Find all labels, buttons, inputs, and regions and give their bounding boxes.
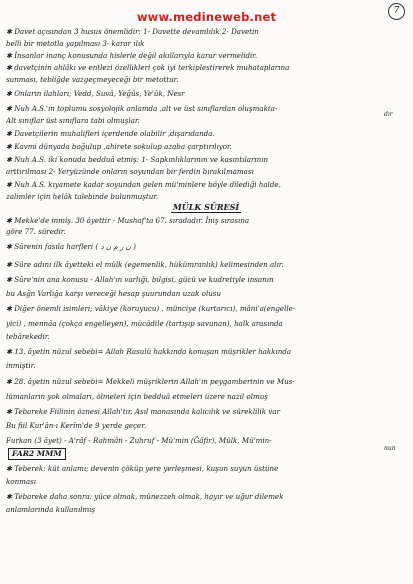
note-line: arttırılması 2- Yeryüzünde onların soyundan bir ferdin bırakılmaması bbox=[6, 167, 254, 176]
note-line: Furkan (3 âyet) - A'râf - Rahmân - Zuhruf - Mü'min (Ğâfir), Mülk, Mü'min- bbox=[6, 436, 272, 445]
note-trail: nun bbox=[384, 445, 396, 452]
site-watermark: www.medineweb.net bbox=[136, 10, 277, 24]
note-line: bu Asğn Varlığa karşı vereceği hesap şuurundan uzak olusu bbox=[6, 289, 221, 298]
note-line: konması bbox=[6, 477, 37, 486]
section-title: MÜLK SÛRESİ bbox=[172, 202, 240, 212]
note-line: ✱ Tebareke Fiilinin öznesi Allah'tır. Asıl manasında kalıcılık ve süreklilik var bbox=[6, 407, 280, 416]
note-line: göre 77. süredir. bbox=[6, 227, 66, 236]
note-line: ✱ Sûre'nin ana konusu - Allah'ın varlığı, bilgisi, gücü ve kudretiyle insanın bbox=[6, 275, 274, 284]
note-line: Alt sınıflar üst sınıflara tabi olmuşlar. bbox=[6, 116, 140, 125]
note-line: anlamlarında kullanılmış bbox=[6, 505, 96, 514]
note-line: ✱ Sûrenin fasıla harfleri ( ﻥ ﺭ ﻡ ﻥ ﺩ ) bbox=[6, 242, 136, 251]
note-line: ✱ Onların ilahları; Vedd, Suvâ, Yeğûs, Ye'ûk, Nesr bbox=[6, 89, 185, 98]
note-line: inmiştir. bbox=[6, 361, 36, 370]
note-line: ✱ davetçinin ahlâkı ve entlezi özellikleri çok iyi terkiplestirerek muhataplarına bbox=[6, 63, 290, 72]
note-line: ✱ Nuh A.S. kıyamete kadar soyundan gelen mü'minlere böyle dilediği halde, bbox=[6, 180, 281, 189]
note-trail: dır bbox=[384, 111, 393, 118]
note-line: ✱ Tebareke daha sonra: yüce olmak, münezzeh olmak, hayır ve uğur dilemek bbox=[6, 492, 284, 501]
note-line: ✱ 13. âyetin nüzul sebebi= Allah Rasulü hakkında konuşan müşrikler hakkında bbox=[6, 347, 292, 356]
note-line: belli bir metotla yapılması 3- karar ılık bbox=[6, 39, 145, 48]
note-line: yici) , mennâa (çokça engelleyen), mücâdile (tartışıp savunan), halk arasında bbox=[6, 319, 283, 328]
note-line: ✱ Teberek: küt anlamı; devenin çöküp yere yerleşmesi, kuşun suyun üstüne bbox=[6, 464, 279, 473]
note-line: ✱ Diğer önemli isimleri; vâkiye (koruyucu) , münciye (kurtarıcı), mâni'a(engelle- bbox=[6, 304, 296, 313]
note-line: sunması, tebliğde vazgeçmeyeceği bir metottur. bbox=[6, 75, 179, 84]
note-line: ✱ Davetçilerin muhalifleri içerdende olabilir ,dışarıdanda. bbox=[6, 129, 215, 138]
note-line: ✱ Kavmi dünyada boğulup ,ahirete sokulup azaba çarptırılıyor. bbox=[6, 142, 232, 151]
note-line: ✱ 28. âyetin nüzul sebebi= Mekkeli müşriklerin Allah'ın peygamberinin ve Mus- bbox=[6, 377, 295, 386]
note-line: Bu fiil Kur'ân-ı Kerîm'de 9 yerde geçer. bbox=[6, 421, 147, 430]
section-heading bbox=[6, 202, 406, 212]
boxed-mnemonic: FAR2 MMM bbox=[8, 448, 66, 460]
note-line: zalimler için helâk talebinde bulunmuştur. bbox=[6, 192, 159, 201]
note-line: lümanların yok olmaları, ölmeleri için bedduâ etmeleri üzere nazil olmuş bbox=[6, 392, 268, 401]
note-line: ✱ Süre adını ilk âyetteki el mülk (egemenlik, hükümranlık) kelimesinden alır. bbox=[6, 260, 284, 269]
note-line: tebârekedir. bbox=[6, 332, 50, 341]
note-line: ✱ İnsanlar inanç konusunda hislerle değil akıllarıyla karar vermelidir. bbox=[6, 51, 258, 60]
note-line: ✱ Davet açısından 3 husus önemlidir: 1- Davette devamlılık 2- Davetin bbox=[6, 27, 259, 36]
page-number: 7 bbox=[388, 3, 405, 20]
note-line: ✱ Nuh A.S.'ın toplumu sosyolojik anlamda ,alt ve üst sınıflardan oluşmakta- bbox=[6, 104, 278, 113]
note-line: ✱ Nuh A.S. iki konuda bedduâ etmiş: 1- Sapkınlıklarının ve kasıntılarının bbox=[6, 155, 269, 164]
note-line: ✱ Mekke'de inmiş. 30 âyettir - Mushaf'ta 67. sıradadır. İniş sırasına bbox=[6, 216, 250, 225]
